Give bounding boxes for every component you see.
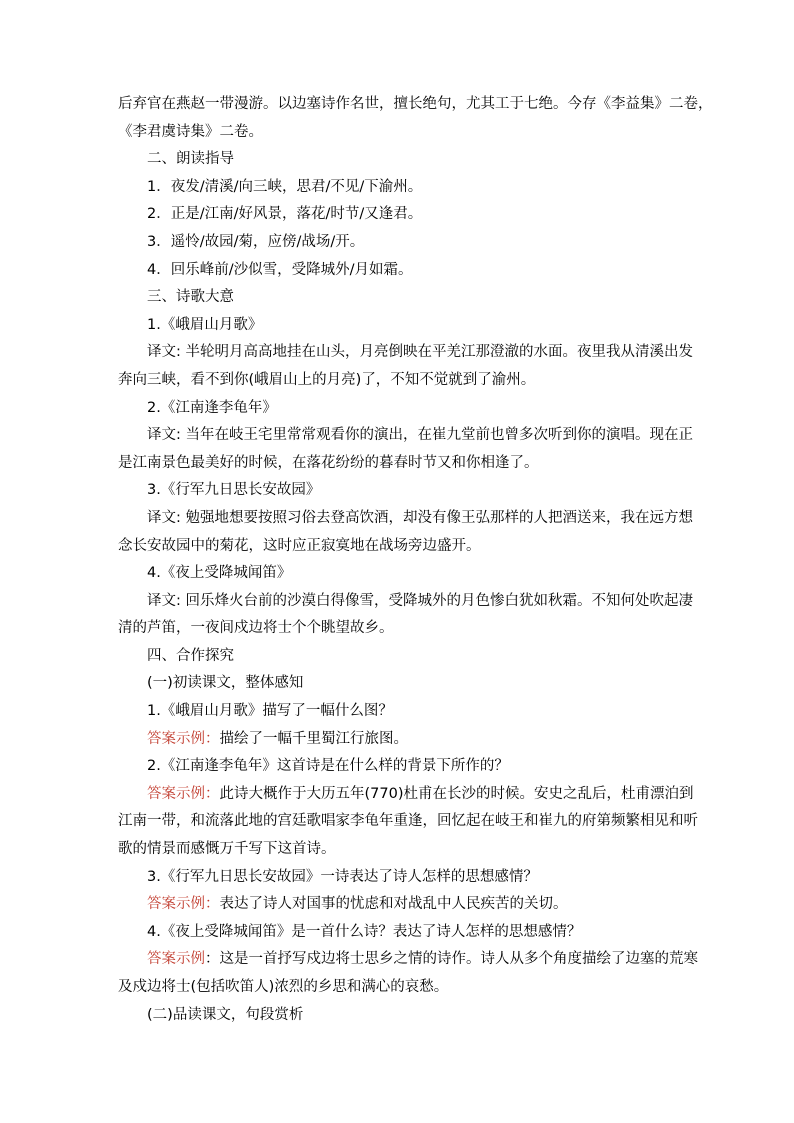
translation-label: 译文: bbox=[147, 427, 181, 444]
text-line bbox=[118, 339, 693, 367]
text-line bbox=[118, 698, 678, 726]
text-line bbox=[118, 174, 678, 202]
line-text: 当年在岐王宅里常常观看你的演出，在崔九堂前也曾多次听到你的演唱。现在正 bbox=[180, 427, 693, 444]
line-text: 是江南景色最美好的时候，在落花纷纷的暮春时节又和你相逢了。 bbox=[118, 454, 539, 471]
line-text: 2.《江南逢李龟年》 bbox=[147, 399, 277, 416]
answer-example-label: 答案示例： bbox=[147, 730, 220, 747]
text-line bbox=[118, 450, 678, 478]
line-text: 及戍边将士(包括吹笛人)浓烈的乡思和满心的哀愁。 bbox=[118, 979, 449, 995]
line-text: 后弃官在燕赵一带漫游。以边塞诗作名世，擅长绝句，尤其工于七绝。今存《李益集》二卷， bbox=[118, 96, 713, 112]
text-line bbox=[118, 477, 678, 505]
line-text: 四、合作探究 bbox=[147, 647, 234, 664]
text-line bbox=[118, 864, 678, 892]
text-line bbox=[118, 146, 678, 174]
line-text: 《李君虞诗集》二卷。 bbox=[118, 123, 263, 140]
line-text: 4．回乐峰前/沙似雪，受降城外/月如霜。 bbox=[147, 261, 413, 278]
answer-example-label: 答案示例： bbox=[147, 896, 220, 913]
text-line bbox=[118, 367, 678, 395]
text-line bbox=[118, 919, 678, 947]
answer-example-label: 答案示例： bbox=[147, 785, 220, 802]
line-text: ：这是一首抒写戍边将士思乡之情的诗作。诗人从多个角度描绘了边塞的荒寒 bbox=[205, 951, 698, 968]
line-text: 此诗大概作于大历五年(770)杜甫在长沙的时候。安史之乱后，杜甫漂泊到 bbox=[219, 785, 694, 802]
text-line bbox=[118, 726, 678, 754]
line-text: 2．正是/江南/好风景，落花/时节/又逢君。 bbox=[147, 206, 423, 223]
document-page bbox=[118, 91, 713, 1029]
translation-label: 译文: bbox=[147, 509, 181, 526]
text-line bbox=[118, 284, 678, 312]
line-text: 回乐烽火台前的沙漠白得像雪，受降城外的月色惨白犹如秋霜。不知何处吹起凄 bbox=[180, 592, 693, 609]
text-line bbox=[118, 588, 693, 616]
text-line bbox=[118, 836, 678, 864]
text-line bbox=[118, 533, 678, 561]
line-text: 1．夜发/清溪/向三峡，思君/不见/下渝州。 bbox=[147, 178, 423, 195]
line-text: 江南一带，和流落此地的宫廷歌唱家李龟年重逢，回忆起在岐王和崔九的府第频繁相见和听 bbox=[118, 813, 698, 830]
text-line bbox=[118, 808, 698, 836]
line-text: 歌的情景而感慨万千写下这首诗。 bbox=[118, 841, 336, 858]
line-text: 4.《夜上受降城闻笛》 bbox=[147, 565, 292, 582]
text-line bbox=[118, 505, 693, 533]
text-line bbox=[118, 91, 713, 119]
line-text: 念长安故园中的菊花，这时应正寂寞地在战场旁边盛开。 bbox=[118, 537, 481, 554]
line-text: 半轮明月高高地挂在山头，月亮倒映在平羌江那澄澈的水面。夜里我从清溪出发 bbox=[180, 344, 693, 361]
text-line bbox=[118, 201, 678, 229]
text-line bbox=[118, 974, 678, 1002]
text-line bbox=[118, 643, 678, 671]
translation-label: 译文: bbox=[147, 344, 181, 361]
translation-label: 译文: bbox=[147, 592, 181, 609]
line-text: 3.《行军九日思长安故园》一诗表达了诗人怎样的思想感情？ bbox=[147, 868, 538, 885]
text-line bbox=[118, 781, 694, 809]
text-line bbox=[118, 1002, 678, 1030]
line-text: 4.《夜上受降城闻笛》是一首什么诗？表达了诗人怎样的思想感情？ bbox=[147, 923, 582, 940]
line-text: 2.《江南逢李龟年》这首诗是在什么样的背景下所作的？ bbox=[147, 758, 509, 775]
line-text: 清的芦笛，一夜间戍边将士个个眺望故乡。 bbox=[118, 620, 394, 637]
line-text: 1.《峨眉山月歌》描写了一幅什么图？ bbox=[147, 703, 393, 720]
text-line bbox=[118, 670, 678, 698]
line-text: 二、朗读指导 bbox=[147, 151, 234, 168]
text-line bbox=[118, 312, 678, 340]
text-line bbox=[118, 257, 678, 285]
line-text: (二)品读课文，句段赏析 bbox=[147, 1006, 304, 1023]
line-text: 三、诗歌大意 bbox=[147, 289, 234, 306]
line-text: 1.《峨眉山月歌》 bbox=[147, 316, 263, 333]
line-text: (一)初读课文，整体感知 bbox=[147, 675, 304, 692]
answer-example-label: 答案示例 bbox=[147, 951, 205, 968]
text-line bbox=[118, 615, 678, 643]
line-text: 3．遥怜/故园/菊，应傍/战场/开。 bbox=[147, 233, 365, 250]
text-line bbox=[118, 395, 678, 423]
line-text: 3.《行军九日思长安故园》 bbox=[147, 482, 321, 499]
line-text: 勉强地想要按照习俗去登高饮酒，却没有像王弘那样的人把酒送来，我在远方想 bbox=[180, 509, 693, 526]
text-line bbox=[118, 422, 693, 450]
text-line bbox=[118, 891, 678, 919]
text-line bbox=[118, 229, 678, 257]
text-line bbox=[118, 753, 678, 781]
text-line bbox=[118, 119, 678, 147]
line-text: 表达了诗人对国事的忧虑和对战乱中人民疾苦的关切。 bbox=[219, 896, 568, 913]
text-line bbox=[118, 560, 678, 588]
line-text: 描绘了一幅千里蜀江行旅图。 bbox=[219, 730, 408, 747]
line-text: 奔向三峡，看不到你(峨眉山上的月亮)了，不知不觉就到了渝州。 bbox=[118, 371, 536, 388]
text-line bbox=[118, 946, 698, 974]
